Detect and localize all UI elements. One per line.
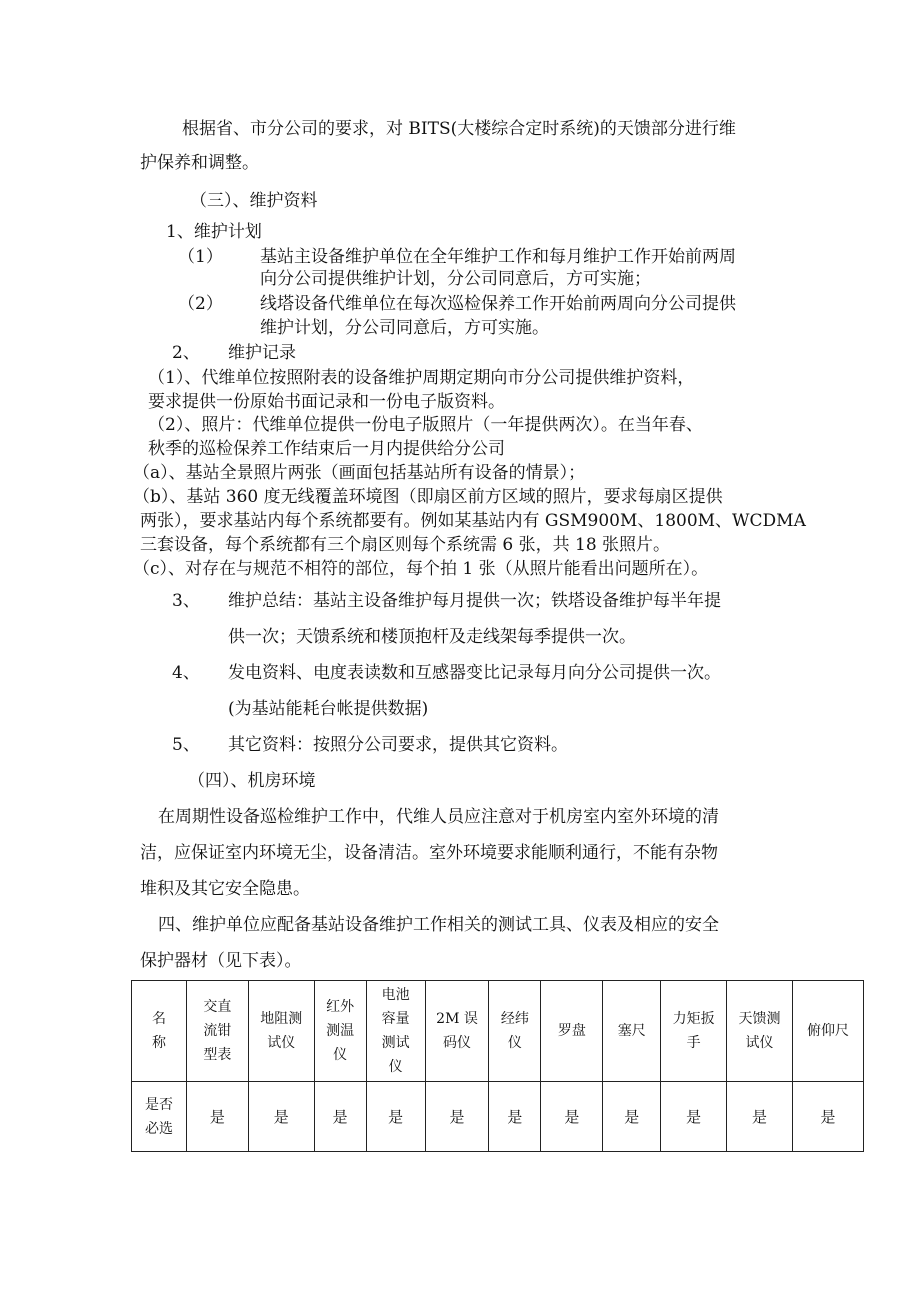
value-cell: 是 <box>541 1082 603 1152</box>
value-cell: 是 <box>248 1082 314 1152</box>
subheading-maintenance-records: 维护记录 <box>228 343 296 363</box>
value-cell: 是 <box>603 1082 661 1152</box>
item-4-line2: (为基站能耗台帐提供数据) <box>228 699 429 719</box>
section-heading-machine-room: （四）、机房环境 <box>188 771 316 791</box>
paragraph-room-line2: 洁，应保证室内环境无尘，设备清洁。室外环境要求能顺利通行，不能有杂物 <box>140 843 718 863</box>
paragraph-tools-line1: 四、维护单位应配备基站设备维护工作相关的测试工具、仪表及相应的安全 <box>158 915 719 935</box>
section-heading-maintenance-docs: （三）、维护资料 <box>190 191 318 211</box>
value-cell: 是 <box>366 1082 425 1152</box>
header-cell-antenna-tester: 天馈测 试仪 <box>727 981 793 1082</box>
item-4-line1: 发电资料、电度表读数和互感器变比记录每月向分公司提供一次。 <box>228 663 721 683</box>
item-3-line1: 维护总结：基站主设备维护每月提供一次；铁塔设备维护每半年提 <box>228 591 721 611</box>
subheading-2-number: 2、 <box>172 343 200 363</box>
table-header-row <box>132 981 864 1082</box>
item-2-number: （2） <box>178 294 223 314</box>
record-1-line2: 要求提供一份原始书面记录和一份电子版资料。 <box>148 392 505 412</box>
header-cell-earth-resistance-tester: 地阻测 试仪 <box>248 981 314 1082</box>
paragraph-room-line3: 堆积及其它安全隐患。 <box>140 879 310 899</box>
item-2-line2: 维护计划，分公司同意后，方可实施。 <box>260 318 549 338</box>
value-cell: 是 <box>314 1082 366 1152</box>
header-cell-battery-capacity-tester: 电池 容量 测试 仪 <box>366 981 425 1082</box>
header-cell-torque-wrench: 力矩扳 手 <box>661 981 727 1082</box>
photo-item-c: （c）、对存在与规范不相符的部位，每个拍 1 张（从照片能看出问题所在）。 <box>133 559 709 579</box>
value-cell: 是 <box>727 1082 793 1152</box>
value-cell: 是 <box>489 1082 541 1152</box>
value-cell: 是 <box>186 1082 248 1152</box>
photo-item-b-line2: 两张），要求基站内每个系统都要有。例如某基站内有 GSM900M、1800M、WCDMA <box>140 511 806 531</box>
subheading-maintenance-plan: 1、维护计划 <box>166 222 262 242</box>
item-2-line1: 线塔设备代维单位在每次巡检保养工作开始前两周向分公司提供 <box>260 294 736 314</box>
item-3-number: 3、 <box>172 591 200 611</box>
photo-item-a: （a）、基站全景照片两张（画面包括基站所有设备的情景）； <box>133 463 586 483</box>
table-row <box>132 1082 864 1152</box>
equipment-table <box>131 980 864 1152</box>
header-cell-theodolite: 经纬 仪 <box>489 981 541 1082</box>
item-1-number: （1） <box>178 247 223 267</box>
item-3-line2: 供一次；天馈系统和楼顶抱杆及走线架每季提供一次。 <box>228 627 636 647</box>
photo-item-b-line1: （b）、基站 360 度无线覆盖环境图（即扇区前方区域的照片，要求每扇区提供 <box>133 487 723 507</box>
item-5-number: 5、 <box>172 735 200 755</box>
header-cell-inclinometer: 俯仰尺 <box>793 981 864 1082</box>
value-cell: 是 <box>661 1082 727 1152</box>
item-5-line1: 其它资料：按照分公司要求，提供其它资料。 <box>228 735 568 755</box>
header-cell-infrared-thermometer: 红外 测温 仪 <box>314 981 366 1082</box>
record-2-line2: 秋季的巡检保养工作结束后一月内提供给分公司 <box>148 439 505 459</box>
value-cell: 是 <box>793 1082 864 1152</box>
paragraph-tools-line2: 保护器材（见下表）。 <box>140 951 302 971</box>
record-1-line1: （1）、代维单位按照附表的设备维护周期定期向市分公司提供维护资料， <box>148 368 695 388</box>
paragraph-bits-line1: 根据省、市分公司的要求，对 BITS(大楼综合定时系统)的天馈部分进行维 <box>182 119 736 139</box>
header-cell-feeler-gauge: 塞尺 <box>603 981 661 1082</box>
record-2-line1: （2）、照片：代维单位提供一份电子版照片（一年提供两次）。在当年春、 <box>148 415 703 435</box>
value-cell: 是 <box>425 1082 489 1152</box>
header-cell-clamp-meter: 交直 流钳 型表 <box>186 981 248 1082</box>
photo-item-b-line3: 三套设备，每个系统都有三个扇区则每个系统需 6 张，共 18 张照片。 <box>140 535 671 555</box>
item-1-line1: 基站主设备维护单位在全年维护工作和每月维护工作开始前两周 <box>260 247 736 267</box>
header-cell-name: 名 称 <box>132 981 187 1082</box>
row-label-cell: 是否 必选 <box>132 1082 187 1152</box>
paragraph-bits-line2: 护保养和调整。 <box>140 153 259 173</box>
item-4-number: 4、 <box>172 663 200 683</box>
item-1-line2: 向分公司提供维护计划，分公司同意后，方可实施； <box>260 269 651 289</box>
paragraph-room-line1: 在周期性设备巡检维护工作中，代维人员应注意对于机房室内室外环境的清 <box>158 807 719 827</box>
header-cell-compass: 罗盘 <box>541 981 603 1082</box>
header-cell-2m-bit-error-tester: 2M 误 码仪 <box>425 981 489 1082</box>
